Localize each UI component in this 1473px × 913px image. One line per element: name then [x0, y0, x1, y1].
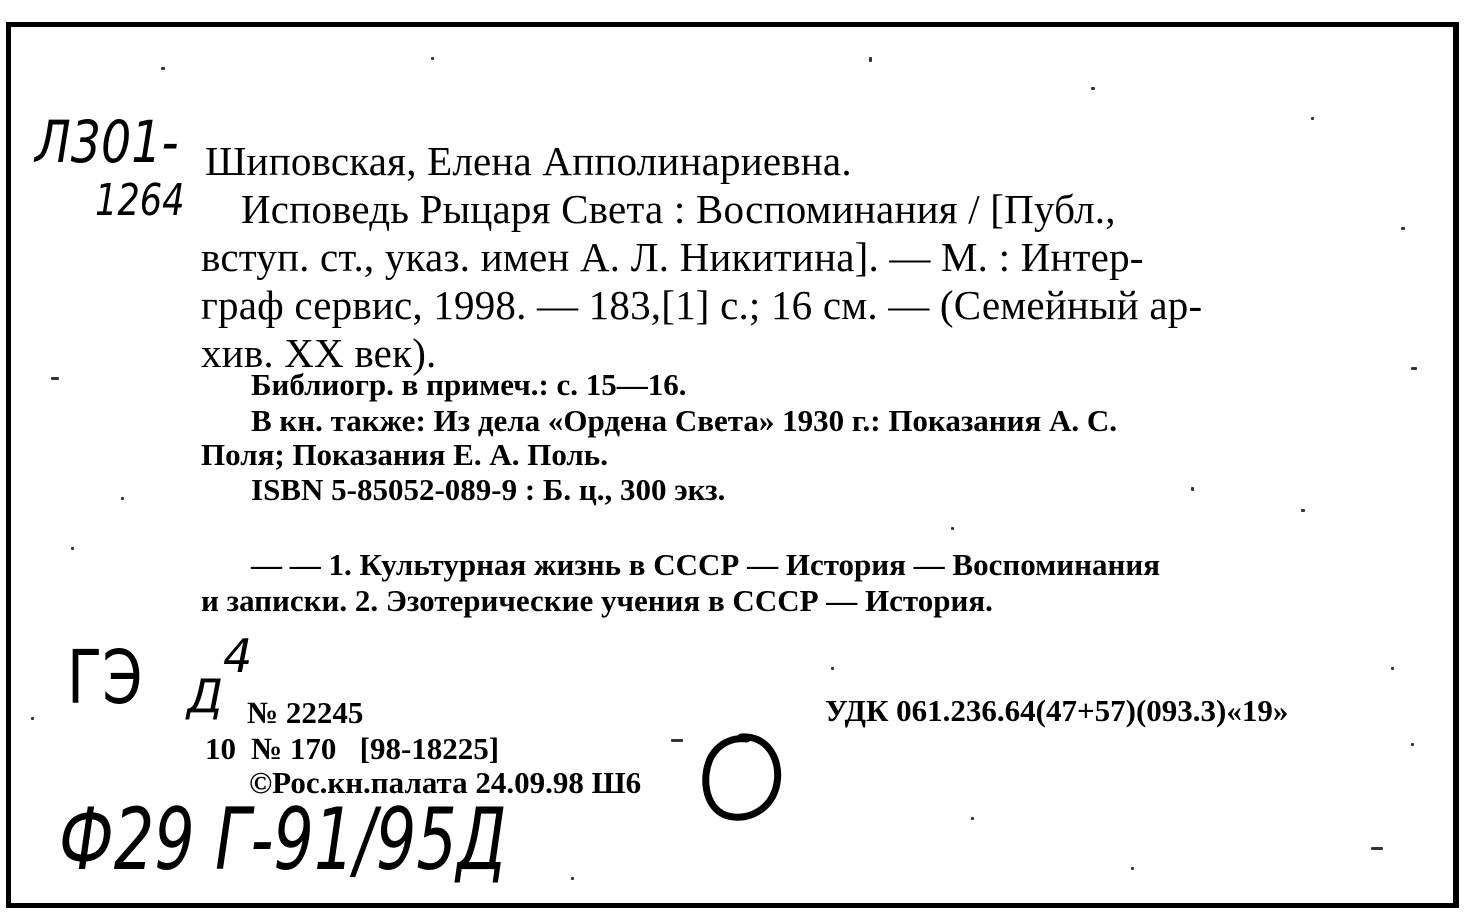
- scan-speck: [1411, 743, 1414, 746]
- shelfmark-top: Л301-: [35, 108, 179, 176]
- mark-four: 4: [223, 629, 253, 683]
- bibliography-note: Библиогр. в примеч.: с. 15—16.: [251, 367, 687, 402]
- scan-speck: [1411, 367, 1417, 370]
- contents-note-line-1: В кн. также: Из дела «Ордена Света» 1930 г.: Показания А. С.: [251, 403, 1118, 438]
- serial-prefix: 10: [205, 731, 236, 766]
- scan-speck: [1391, 667, 1394, 670]
- title-line-3: граф сервис, 1998. — 183,[1] с.; 16 см. — (Семейный ар-: [201, 282, 1203, 328]
- scan-speck: [161, 67, 165, 70]
- book-chamber-line: ©Рос.кн.палата 24.09.98 Ш6: [249, 765, 642, 800]
- mark-delta: Д: [187, 669, 223, 723]
- scan-speck: [1131, 867, 1134, 870]
- serial-number: № 170 [98-18225]: [251, 731, 500, 766]
- scan-speck: [71, 547, 74, 550]
- author-heading: Шиповская, Елена Апполинариевна.: [205, 138, 852, 184]
- catalog-card: [6, 22, 1459, 908]
- scan-speck: [31, 717, 34, 720]
- mark-left: ГЭ: [67, 635, 143, 721]
- scan-speck: [571, 877, 574, 880]
- scan-speck: [51, 377, 59, 380]
- title-line-2: вступ. ст., указ. имен А. Л. Никитина]. — М. : Интер-: [201, 234, 1144, 280]
- scan-speck: [1401, 227, 1405, 230]
- scan-speck: [1371, 847, 1383, 850]
- subject-line-2: и записки. 2. Эзотерические учения в СССР — История.: [201, 583, 993, 618]
- scan-speck: [1091, 87, 1095, 90]
- card-number: № 22245: [247, 695, 364, 730]
- shelfmark-bottom: 1264: [95, 175, 185, 226]
- isbn-line: ISBN 5-85052-089-9 : Б. ц., 300 экз.: [251, 472, 726, 507]
- udc-code: УДК 061.236.64(47+57)(093.3)«19»: [825, 693, 1289, 728]
- scan-speck: [671, 739, 683, 742]
- scan-speck: [431, 57, 434, 60]
- subject-line-1: — — 1. Культурная жизнь в СССР — История — Воспоминания: [251, 547, 1160, 582]
- title-line-1: Исповедь Рыцаря Света : Воспоминания / [Публ.,: [241, 186, 1116, 232]
- scan-speck: [1301, 509, 1305, 512]
- title-line-4: хив. XX век).: [201, 330, 437, 376]
- scan-speck: [831, 667, 834, 670]
- scan-speck: [1311, 117, 1314, 120]
- scan-speck: [951, 527, 954, 530]
- scan-speck: [1191, 487, 1194, 491]
- scan-speck: [971, 817, 974, 820]
- scan-speck: [869, 57, 872, 62]
- contents-note-line-2: Поля; Показания Е. А. Поль.: [201, 437, 608, 472]
- call-number: Ф29 Г-91/95Д: [59, 790, 507, 890]
- scan-speck: [121, 497, 124, 500]
- hand-circle-mark: [697, 727, 787, 827]
